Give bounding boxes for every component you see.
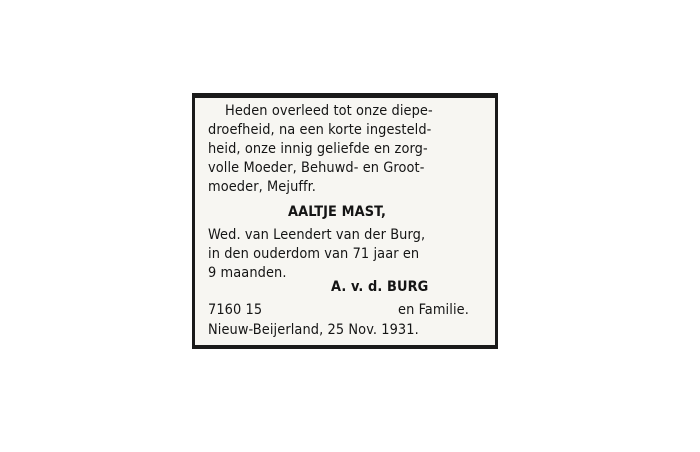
- deceased-name: AALTJE MAST,: [288, 204, 387, 220]
- family-signoff: en Familie.: [398, 302, 469, 318]
- death-notice-clipping: [192, 93, 498, 349]
- signatory: A. v. d. BURG: [331, 279, 429, 295]
- ad-number: 7160 15: [208, 302, 263, 318]
- place-date: Nieuw-Beijerland, 25 Nov. 1931.: [208, 322, 419, 338]
- notice-line-2: droefheid, na een korte ingesteld-: [208, 122, 432, 138]
- notice-line-1: Heden overleed tot onze diepe-: [225, 103, 433, 119]
- notice-line-4: volle Moeder, Behuwd- en Groot-: [208, 160, 425, 176]
- notice-line-6: Wed. van Leendert van der Burg,: [208, 227, 426, 243]
- notice-line-7: in den ouderdom van 71 jaar en: [208, 246, 420, 262]
- notice-line-5: moeder, Mejuffr.: [208, 179, 316, 195]
- notice-line-3: heid, onze innig geliefde en zorg-: [208, 141, 428, 157]
- notice-line-8: 9 maanden.: [208, 265, 287, 281]
